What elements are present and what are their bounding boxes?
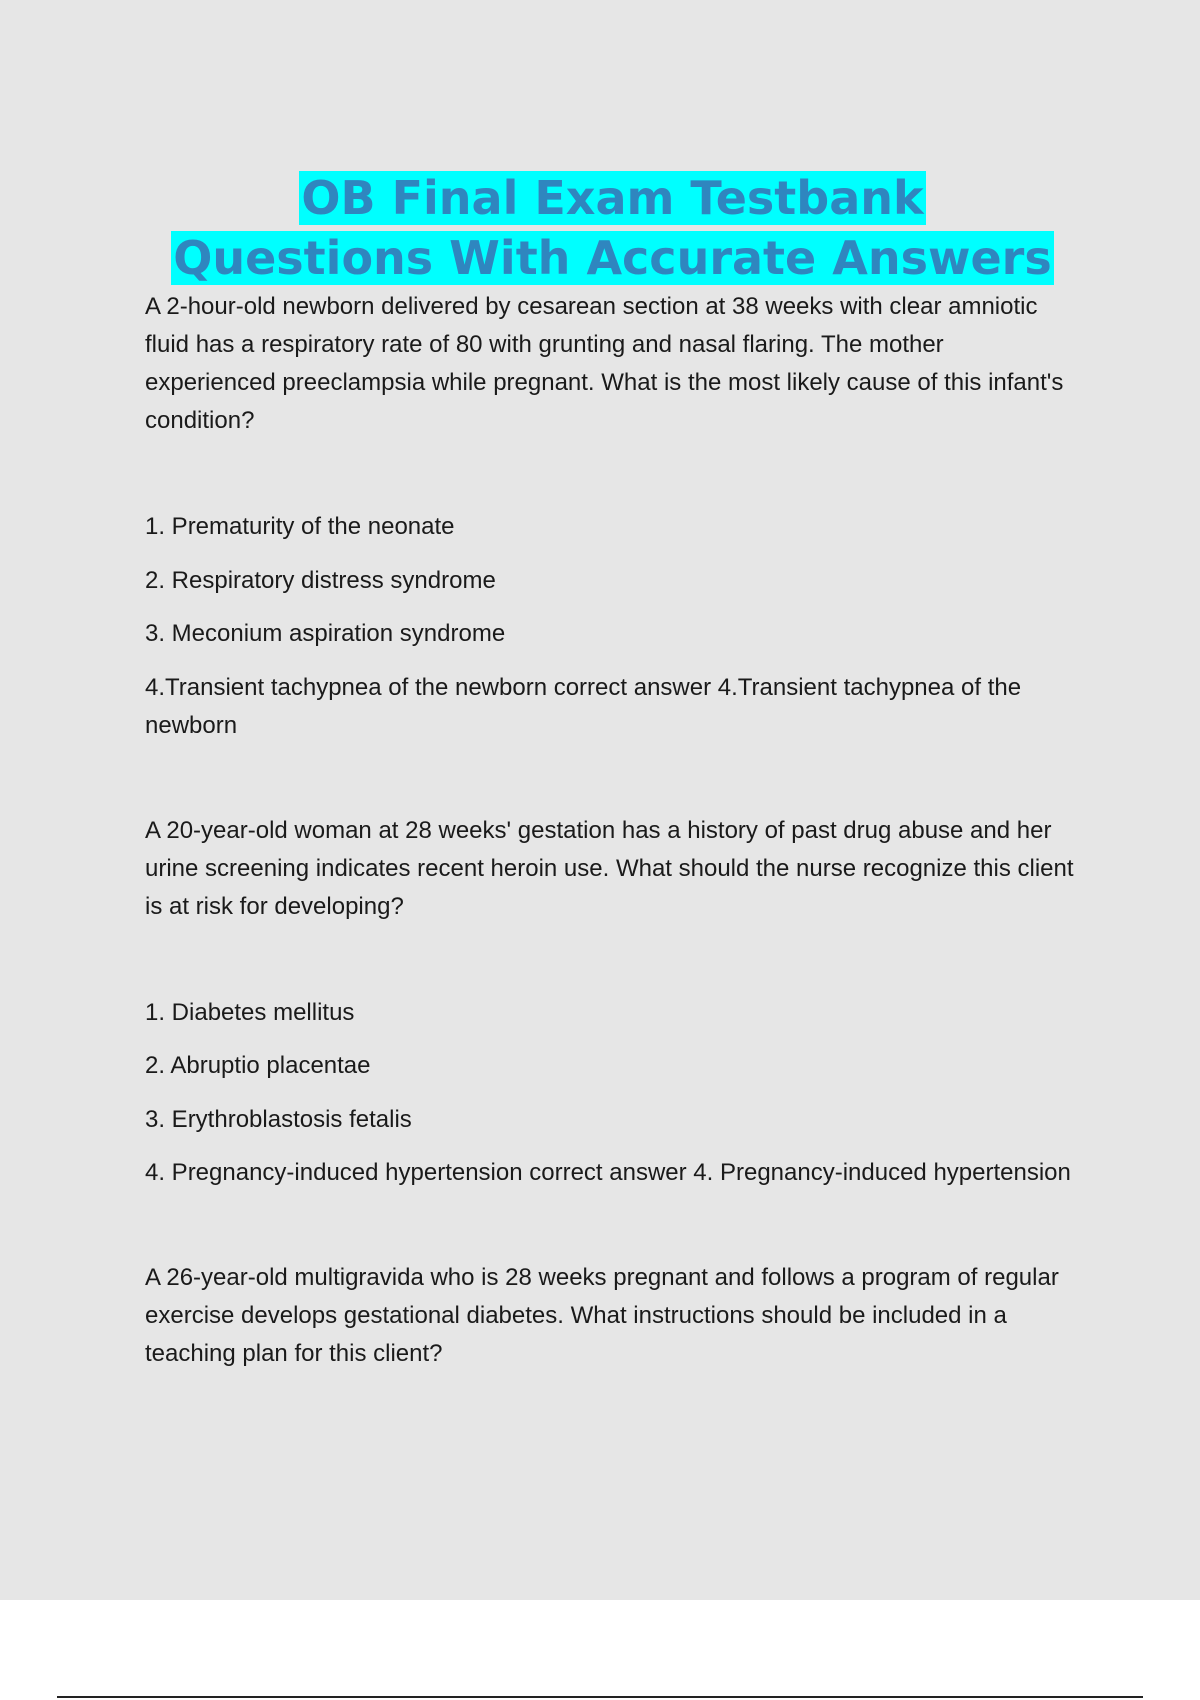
question-block-2 <box>145 812 1080 1192</box>
answer-option: 3. Erythroblastosis fetalis <box>145 1106 412 1133</box>
answer-option: 1. Prematurity of the neonate <box>145 513 455 540</box>
question-text: A 2-hour-old newborn delivered by cesarean section at 38 weeks with clear amniotic fluid has a respiratory rate of 80 with grunting and nasal flaring. The mother experienced preeclampsia while pregnant. What is the most likely cause of this infant's condition? <box>145 293 1064 434</box>
question-text: A 26-year-old multigravida who is 28 weeks pregnant and follows a program of regular exercise develops gestational diabetes. What instructions should be included in a teaching plan for this client? <box>145 1264 1059 1367</box>
question-block-1 <box>145 288 1080 745</box>
answer-option: 3. Meconium aspiration syndrome <box>145 620 506 647</box>
answer-option: 2. Abruptio placentae <box>145 1052 371 1079</box>
question-text: A 20-year-old woman at 28 weeks' gestation has a history of past drug abuse and her urine screening indicates recent heroin use. What should the nurse recognize this client is at risk for developing? <box>145 817 1074 920</box>
document-title <box>145 168 1080 288</box>
question-block-3 <box>145 1259 1080 1373</box>
answer-option-correct: 4.Transient tachypnea of the newborn correct answer 4.Transient tachypnea of the newborn <box>145 674 1022 739</box>
footer-divider <box>57 1696 1143 1698</box>
document-content <box>145 168 1080 1373</box>
answer-option: 2. Respiratory distress syndrome <box>145 567 496 594</box>
answer-option: 1. Diabetes mellitus <box>145 999 355 1026</box>
answer-option-correct: 4. Pregnancy-induced hypertension correct answer 4. Pregnancy-induced hypertension <box>145 1159 1071 1186</box>
title-line-1: OB Final Exam Testbank <box>301 171 924 225</box>
title-line-2: Questions With Accurate Answers <box>173 231 1052 285</box>
